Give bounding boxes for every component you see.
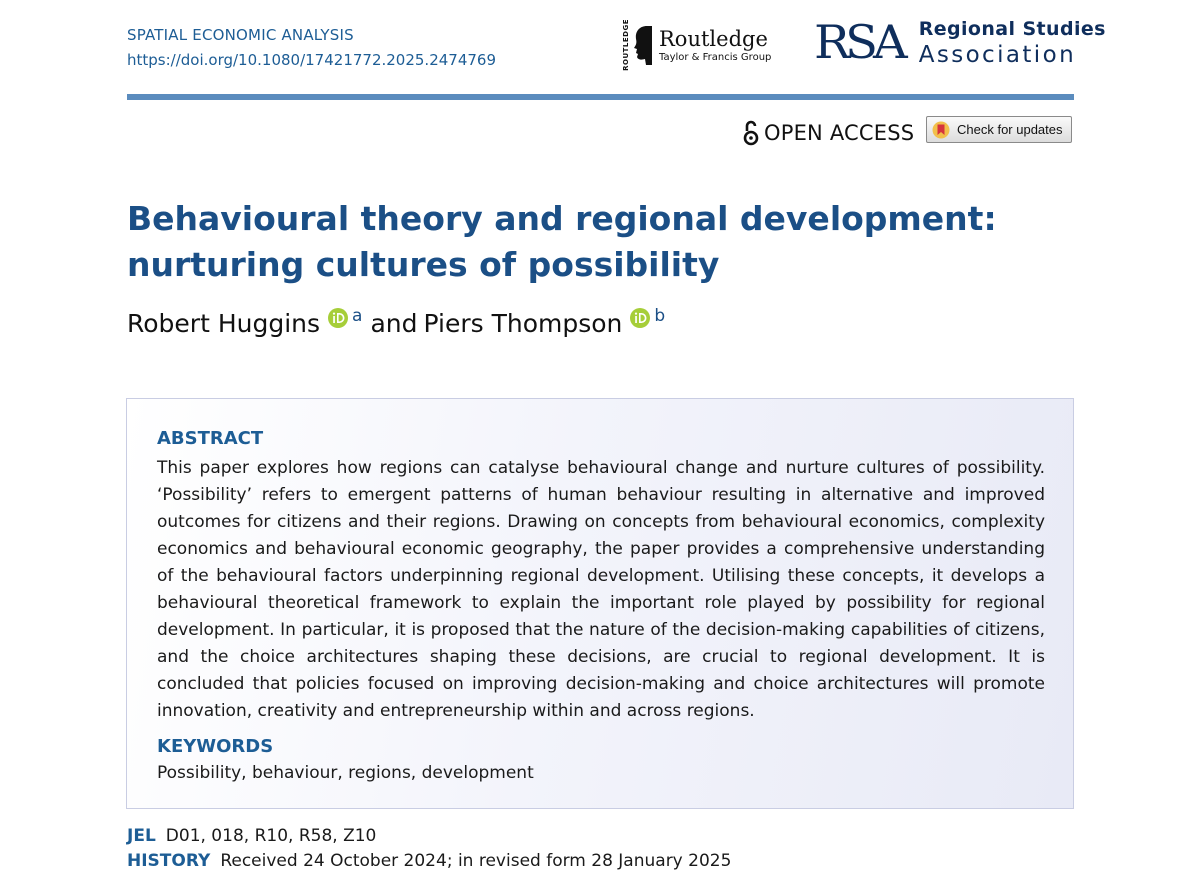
- header-rule: [127, 94, 1074, 100]
- orcid-icon[interactable]: [630, 305, 650, 334]
- keywords-heading: KEYWORDS: [157, 736, 274, 757]
- article-history: [127, 851, 731, 871]
- doi-link[interactable]: https://doi.org/10.1080/17421772.2025.2474769: [127, 51, 497, 69]
- affiliation-marker[interactable]: b: [654, 306, 666, 326]
- jel-codes: [127, 826, 376, 846]
- open-lock-icon: [743, 120, 759, 146]
- article-title: Behavioural theory and regional development: nurturing cultures of possibility: [127, 199, 997, 284]
- bookmark-update-icon: [932, 121, 950, 139]
- routledge-logo: [622, 20, 771, 70]
- routledge-subtitle: Taylor & Francis Group: [659, 51, 772, 63]
- orcid-icon[interactable]: [328, 305, 348, 334]
- routledge-head-icon: [633, 24, 653, 66]
- keywords-text: Possibility, behaviour, regions, development: [157, 763, 534, 783]
- rsa-logo: [814, 18, 1106, 68]
- check-for-updates-button[interactable]: [926, 116, 1072, 143]
- open-access-badge: [743, 120, 914, 146]
- history-label: HISTORY: [127, 851, 211, 871]
- check-for-updates-label: Check for updates: [957, 122, 1063, 137]
- abstract-box: [126, 398, 1074, 809]
- rsa-name-line1: Regional Studies: [918, 18, 1106, 40]
- affiliation-marker[interactable]: a: [352, 306, 363, 326]
- author-name: Robert Huggins: [127, 309, 321, 338]
- author-separator: and: [370, 309, 418, 338]
- routledge-vertical-text: ROUTLEDGE: [622, 19, 630, 71]
- abstract-heading: ABSTRACT: [157, 428, 264, 449]
- abstract-text: This paper explores how regions can catalyse behavioural change and nurture cultures of possibility. ‘Possibility’ refers to emergent patterns of human behaviour resulting in alternative and improved outcomes for citizens and their regions. Drawing on concepts from behavioural economics, complexity economics and behavioural economic geography, the paper provides a comprehensive understanding of the behavioural factors underpinning regional development. Utilising these concepts, it develops a behavioural theoretical framework to explain the important role played by possibility for regional development. In particular, it is proposed that the nature of the decision-making capabilities of citizens, and the choice architectures shaping these decisions, are crucial to regional development. It is concluded that policies focused on improving decision-making and choice architectures will promote innovation, creativity and entrepreneurship within and across regions.: [157, 458, 1045, 721]
- journal-header: [127, 26, 496, 69]
- rsa-wordmark: RSA: [814, 16, 903, 70]
- jel-value: D01, 018, R10, R58, Z10: [165, 826, 377, 846]
- jel-label: JEL: [127, 826, 156, 846]
- rsa-name-line2: Association: [918, 42, 1077, 68]
- open-access-label: OPEN ACCESS: [764, 121, 915, 145]
- author-name: Piers Thompson: [423, 309, 623, 338]
- author-list: [127, 305, 665, 338]
- history-value: Received 24 October 2024; in revised form 28 January 2025: [220, 851, 732, 871]
- journal-name: SPATIAL ECONOMIC ANALYSIS: [127, 26, 354, 44]
- routledge-name: Routledge: [659, 26, 768, 51]
